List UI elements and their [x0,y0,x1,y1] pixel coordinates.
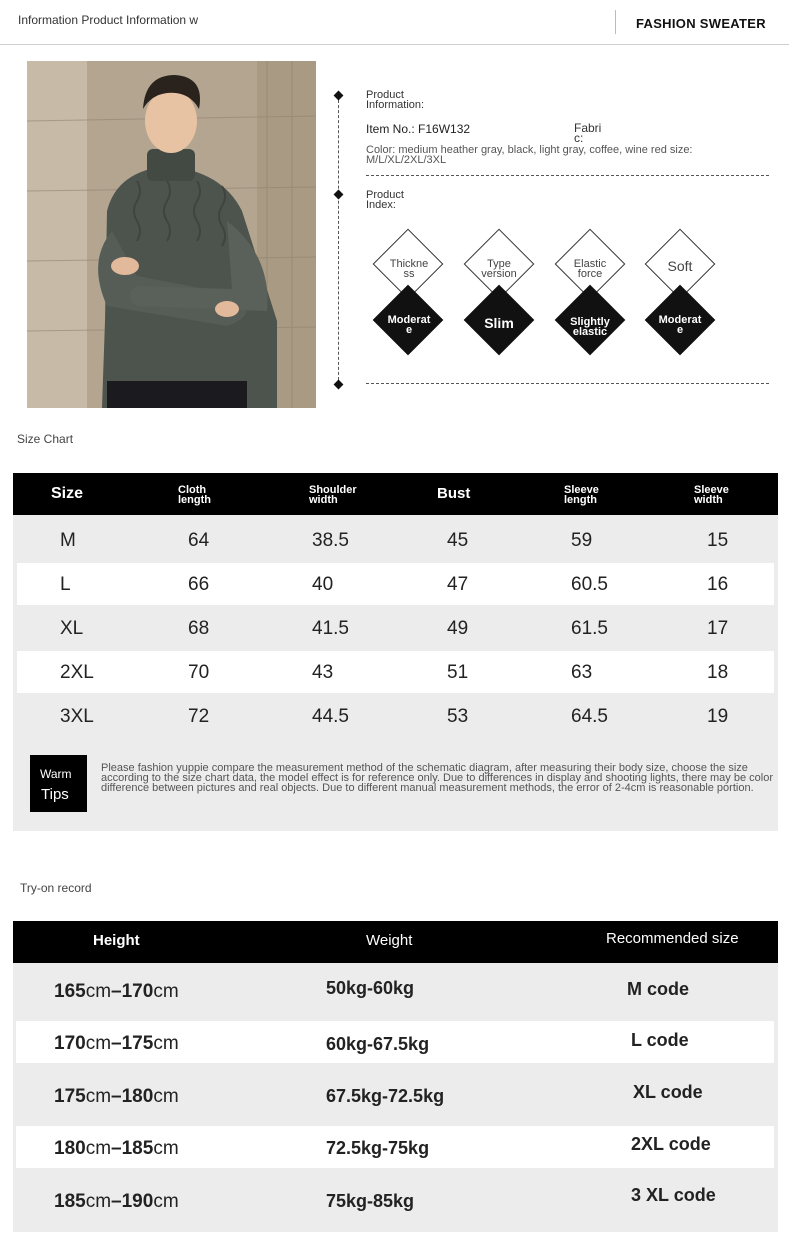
size-cell: 51 [447,662,469,683]
info-divider [366,175,769,176]
index-soft-value: Moderat e [658,314,702,336]
timeline-dot [334,190,344,200]
timeline-line [338,95,339,385]
tryon-size: M code [627,979,690,999]
size-header-sleeve-width: Sleeve width [694,484,729,506]
size-cell: 64 [188,530,210,551]
tryon-header-recommended: Recommended size [606,930,739,947]
size-row-band [17,651,774,693]
size-header-bust: Bust [437,485,471,502]
size-chart-title: Size Chart [17,432,74,446]
tryon-size: L code [631,1030,689,1050]
index-type-value: Slim [484,315,514,331]
warm-tips-note: Please fashion yuppie compare the measurement method of the schematic diagram, after measuring their body size, choose the size according to the size chart data, the model effect is for reference only. Due to differences in display and shooting lights, there may be color difference between pictures and real objects. Due to different manual measurement methods, the error of 2-4cm is reasonable portion. [101,762,773,794]
size-header-size: Size [51,485,84,502]
fabric-label: Fabri c: [574,121,602,145]
item-number: Item No.: F16W132 [366,122,471,136]
warm-tips-badge [30,755,87,812]
tryon-header-height: Height [93,932,140,949]
size-cell: 47 [447,574,469,595]
tryon-weight: 60kg-67.5kg [326,1034,430,1054]
tryon-height: 175cm–180cm [54,1086,179,1107]
size-cell: 63 [571,662,593,683]
size-cell: 2XL [60,662,94,683]
product-index-label: Product Index: [366,189,404,211]
tryon-size: 3 XL code [631,1185,716,1205]
tryon-height: 170cm–175cm [54,1033,179,1054]
index-elastic-label: Elastic force [573,258,607,280]
warm-tips-line1: Warm [40,767,72,781]
size-cell: 66 [188,574,210,595]
size-cell: 40 [312,574,334,595]
size-cell: 18 [707,662,729,683]
size-cell: 19 [707,706,729,727]
index-type-label: Type version [481,258,517,280]
tryon-title: Try-on record [20,881,92,895]
size-cell: 16 [707,574,729,595]
size-cell: XL [60,618,84,639]
size-row-band [17,563,774,605]
page-header [0,0,789,45]
header-title: FASHION SWEATER [636,16,766,31]
tryon-table-header [13,921,778,963]
timeline-dot [334,380,344,390]
tryon-weight: 72.5kg-75kg [326,1138,430,1158]
size-cell: 68 [188,618,210,639]
size-cell: 70 [188,662,210,683]
size-cell: 43 [312,662,334,683]
tryon-weight: 50kg-60kg [326,978,415,998]
timeline-dot [334,91,344,101]
product-photo [27,61,316,408]
size-cell: 17 [707,618,729,639]
size-cell: 49 [447,618,469,639]
size-cell: 60.5 [571,574,608,595]
index-elastic-value: Slightly elastic [570,316,610,338]
header-divider [615,10,616,34]
size-cell: 59 [571,530,593,551]
size-cell: L [60,574,71,595]
size-cell: 45 [447,530,469,551]
size-header-sleeve-length: Sleeve length [564,484,599,506]
tryon-height: 185cm–190cm [54,1191,179,1212]
size-header-cloth-length: Cloth length [178,484,211,506]
index-thickness-label: Thickne ss [389,258,429,280]
size-cell: 15 [707,530,729,551]
tryon-weight: 75kg-85kg [326,1191,415,1211]
tryon-header-weight: Weight [366,932,413,949]
size-cell: 64.5 [571,706,608,727]
size-cell: 72 [188,706,210,727]
index-soft-label: Soft [667,258,693,274]
size-table-header [13,473,778,515]
tryon-size: 2XL code [631,1134,711,1154]
size-cell: 44.5 [312,706,349,727]
index-divider [366,383,769,384]
size-header-shoulder-width: Shoulder width [309,484,357,506]
tryon-height: 180cm–185cm [54,1138,179,1159]
size-cell: 38.5 [312,530,349,551]
product-info-label: Product Information: [366,89,425,111]
size-cell: 53 [447,706,469,727]
size-cell: 3XL [60,706,94,727]
size-cell: M [60,530,76,551]
size-cell: 61.5 [571,618,608,639]
color-size-info: Color: medium heather gray, black, light gray, coffee, wine red size: M/L/XL/2XL/3XL [366,144,693,166]
index-thickness-value: Moderat e [387,314,431,336]
tryon-weight: 67.5kg-72.5kg [326,1086,445,1106]
tryon-height: 165cm–170cm [54,981,179,1002]
model-illustration [27,61,316,408]
tryon-size: XL code [633,1082,703,1102]
warm-tips-line2: Tips [41,786,69,803]
header-info-text: Information Product Information w [18,13,199,27]
size-cell: 41.5 [312,618,349,639]
